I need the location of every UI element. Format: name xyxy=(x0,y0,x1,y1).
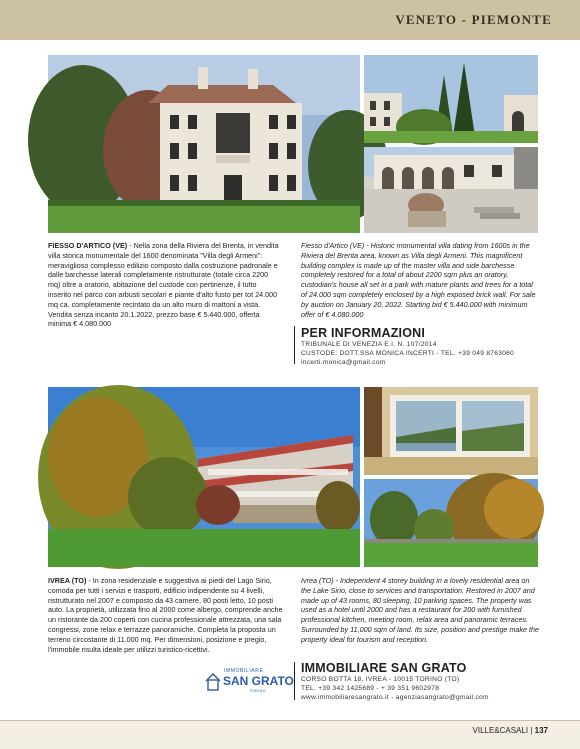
hotel-main-photo xyxy=(48,387,360,567)
hotel-interior-photo xyxy=(364,387,538,475)
info-1-custodian: CUSTODE: DOTT.SSA MONICA INCERTI - TEL. +39 049 8763060 xyxy=(301,350,515,357)
listing-2-body-it: - In zona residenziale e suggestiva ai piedi del Lago Sirio, comoda per tutti i servizi e trasporti, edificio indipendente su 4 livelli, ristrutturato nel 2007 e composto da 43 camere, 80 posti letto, 10 posti auto. La proprietà, utilizzata fino al 2000 come albergo, comprende anche un ristorante da 200 coperti con cucina professionale attrezzata, una sala congressi, zone relax e terrazze panoramiche. Completa la proposta un terreno circostante di 11.000 mq. Per dimensioni, posizione e pregio, l'immobile risulta ideale per utilizzi turistico-ricettivi. xyxy=(48,576,283,654)
listing-2-description-it xyxy=(48,576,284,654)
villa-courtyard-photo xyxy=(364,147,538,233)
listing-1-description-it xyxy=(48,241,280,329)
villa-garden-photo xyxy=(364,55,538,143)
agency-address: CORSO BOTTA 18, IVREA - 10015 TORINO (TO) xyxy=(301,676,460,683)
agency-divider xyxy=(294,662,295,700)
info-1-title: PER INFORMAZIONI xyxy=(301,326,426,340)
region-title: VENETO - PIEMONTE xyxy=(395,12,552,27)
house-icon xyxy=(206,674,220,690)
listing-2-title: IVREA (TO) xyxy=(48,576,87,585)
logo-top-text: IMMOBILIARE xyxy=(224,668,264,674)
page-number: 137 xyxy=(534,726,548,735)
logo-sub-text: TORINO xyxy=(249,689,267,693)
info-1-email: incerti.monica@gmail.com xyxy=(301,359,386,366)
listing-1-description-en: Fiesso d'Artico (VE) - Historic monumental villa dating from 1600s in the Riviera del Brenta area, known as Villa degli Armeni. This magnificent building complex is made up of the master villa and side barchesse completely restored for a total of about 2200 sqm plus an oratory, custodian's house all set in a park with mature plants and trees for a total of 24.000 sqm completely enclosed by a high exposed brick wall. For sale by auction on January 20, 2022. Starting bid € 5.440.000 with minimum offer of € 4.080.000 xyxy=(301,241,536,319)
villa-main-photo xyxy=(48,55,360,233)
magazine-name: VILLE&CASALI xyxy=(472,726,529,735)
footer: VILLE&CASALI | 137 xyxy=(472,726,548,735)
listing-1-title: FIESSO D'ARTICO (VE) xyxy=(48,241,128,250)
hotel-park-photo xyxy=(364,479,538,567)
agency-title: IMMOBILIARE SAN GRATO xyxy=(301,661,467,675)
info-1-court: TRIBUNALE DI VENEZIA E.I. N. 107/2014 xyxy=(301,341,437,348)
listing-2-description-en: Ivrea (TO) - Independent 4 storey building in a lovely residential area on the Lake Sirio, close to services and transportation. Restored in 2007 and made up of 43 rooms, 80 sleeping, 10 parking spaces. The property was used as a hotel until 2000 and has a restaurant for 200 with furnished professional kitchen, meeting room, relax area and panoramic terraces. Surrounded by 11,000 sqm of land. Its size, position and prestige make the property ideal for tourism and reception. xyxy=(301,576,539,644)
agency-web: www.immobiliaresangrato.it - agenziasangrato@gmail.com xyxy=(301,694,489,701)
logo-main-text: SAN GRATO xyxy=(223,674,294,688)
listing-1-body-it: - Nella zona della Riviera del Brenta, in vendita villa storica monumentale del 1600 denominata "Villa degli Armeni": meraviglioso complesso edilizio composto dalla costruzione padronale e dalle barchesse laterali completamente ristrutturate (totale circa 2200 mq) oltre a oratorio, abitazione del custode con pertinenze, il tutto inserito nel parco con arbusti secolari e piante d'alto fusto per tot 24.000 mq ca. completamente recintato da un alto muro di mattoni a vista. Vendita senza incanto 20.1.2022, prezzo base € 5.440.000, offerta minima € 4.080.000 xyxy=(48,241,279,329)
info-1-divider xyxy=(294,326,295,364)
agency-phone: TEL. +39 342 1425689 - + 39 351 9602978 xyxy=(301,685,440,692)
agency-logo xyxy=(204,665,294,695)
